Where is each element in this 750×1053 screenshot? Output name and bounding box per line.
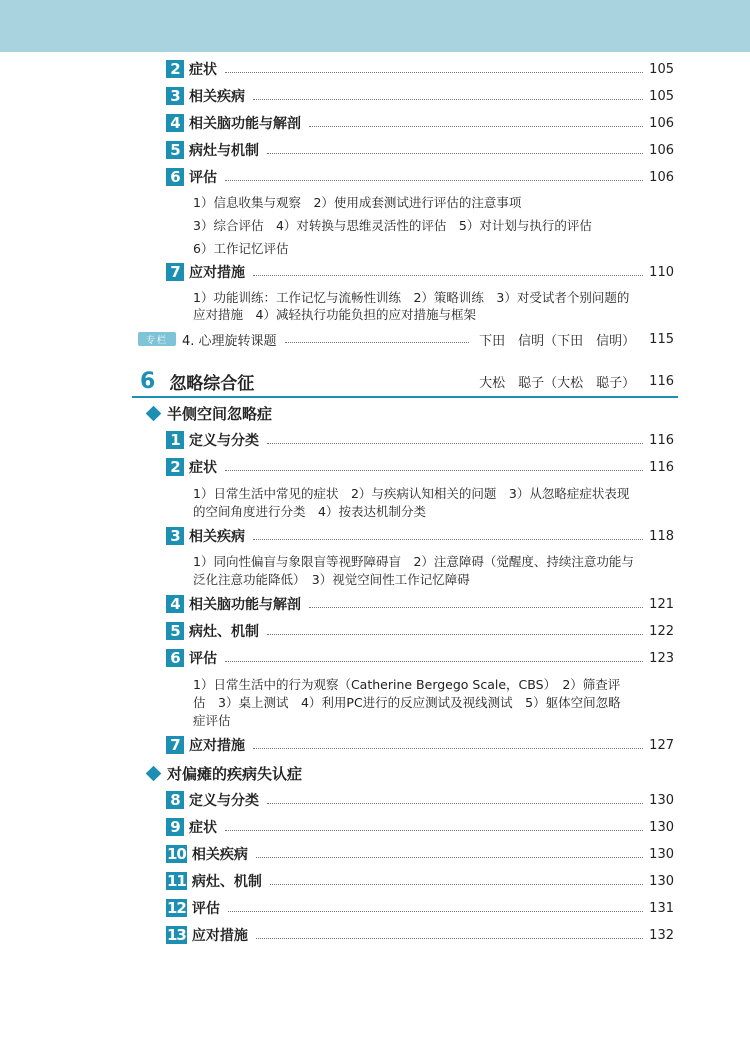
entry-number: 8 xyxy=(166,791,184,809)
chapter-author: 大松 聪子（大松 聪子） xyxy=(479,375,636,391)
entry-page: 116 xyxy=(649,459,674,475)
toc-entry[interactable] xyxy=(166,58,674,80)
entry-page: 130 xyxy=(649,819,674,835)
diamond-icon xyxy=(146,765,162,781)
entry-title: 相关疾病 xyxy=(189,89,245,105)
entry-number: 4 xyxy=(166,114,184,132)
column-badge: 专栏 xyxy=(138,332,176,346)
entry-subtopic: 应对措施 4）减轻执行功能负担的应对措施与框架 xyxy=(193,307,476,322)
entry-number: 3 xyxy=(166,527,184,545)
top-banner xyxy=(0,0,750,52)
entry-subtopic: 6）工作记忆评估 xyxy=(193,241,289,256)
leader-dots xyxy=(285,342,470,343)
entry-subtopic: 泛化注意功能降低） 3）视觉空间性工作记忆障碍 xyxy=(193,572,470,587)
entry-page: 130 xyxy=(649,846,674,862)
leader-dots xyxy=(267,443,643,444)
entry-page: 131 xyxy=(649,900,674,916)
entry-subtopic: 1）信息收集与观察 2）使用成套测试进行评估的注意事项 xyxy=(193,195,522,210)
entry-number: 4 xyxy=(166,595,184,613)
entry-title: 评估 xyxy=(191,901,220,917)
toc-entry[interactable] xyxy=(166,620,674,642)
entry-number: 6 xyxy=(166,168,184,186)
entry-title: 定义与分类 xyxy=(189,793,259,809)
leader-dots xyxy=(225,180,643,181)
entry-page: 106 xyxy=(649,115,674,131)
entry-title: 相关脑功能与解剖 xyxy=(189,597,301,613)
entry-number: 1 xyxy=(166,431,184,449)
column-author: 下田 信明（下田 信明） xyxy=(479,333,636,349)
toc-entry[interactable] xyxy=(166,85,674,107)
leader-dots xyxy=(267,803,643,804)
chapter-divider xyxy=(132,396,678,398)
entry-page: 130 xyxy=(649,873,674,889)
section-title: 对偏瘫的疾病失认症 xyxy=(167,764,303,783)
entry-page: 105 xyxy=(649,88,674,104)
entry-number: 13 xyxy=(167,926,186,944)
leader-dots xyxy=(225,72,643,73)
entry-number: 10 xyxy=(167,845,186,863)
entry-title: 病灶、机制 xyxy=(189,624,259,640)
entry-page: 116 xyxy=(649,432,674,448)
leader-dots xyxy=(253,539,643,540)
entry-title: 评估 xyxy=(189,651,217,667)
column-entry[interactable] xyxy=(138,328,674,350)
entry-page: 121 xyxy=(649,596,674,612)
entry-page: 105 xyxy=(649,61,674,77)
entry-page: 122 xyxy=(649,623,674,639)
toc-entry[interactable] xyxy=(166,456,674,478)
entry-number: 7 xyxy=(166,736,184,754)
leader-dots xyxy=(253,275,643,276)
entry-page: 106 xyxy=(649,142,674,158)
entry-number: 5 xyxy=(166,141,184,159)
entry-subtopic: 3）综合评估 4）对转换与思维灵活性的评估 5）对计划与执行的评估 xyxy=(193,218,592,233)
leader-dots xyxy=(225,661,643,662)
leader-dots xyxy=(309,607,643,608)
entry-number: 6 xyxy=(166,649,184,667)
entry-subtopic: 症评估 xyxy=(193,713,231,728)
leader-dots xyxy=(256,857,643,858)
chapter-heading[interactable] xyxy=(140,368,674,394)
diamond-icon xyxy=(146,405,162,421)
toc-entry[interactable] xyxy=(166,261,674,283)
entry-subtopic: 1）功能训练：工作记忆与流畅性训练 2）策略训练 3）对受试者个别问题的 xyxy=(193,290,630,305)
entry-number: 11 xyxy=(167,872,186,890)
section-title: 半侧空间忽略症 xyxy=(167,404,273,423)
entry-page: 132 xyxy=(649,927,674,943)
toc-entry[interactable] xyxy=(166,525,674,547)
entry-page: 123 xyxy=(649,650,674,666)
column-page: 115 xyxy=(649,331,674,347)
entry-subtopic: 1）日常生活中常见的症状 2）与疾病认知相关的问题 3）从忽略症症状表现 xyxy=(193,486,630,501)
entry-title: 应对措施 xyxy=(191,928,248,944)
entry-page: 106 xyxy=(649,169,674,185)
leader-dots xyxy=(267,153,643,154)
toc-entry[interactable] xyxy=(166,139,674,161)
leader-dots xyxy=(228,911,643,912)
entry-subtopic: 1）同向性偏盲与象限盲等视野障碍盲 2）注意障碍（觉醒度、持续注意功能与 xyxy=(193,554,634,569)
entry-number: 3 xyxy=(166,87,184,105)
leader-dots xyxy=(267,634,643,635)
entry-page: 110 xyxy=(649,264,674,280)
entry-title: 评估 xyxy=(189,170,217,186)
entry-subtopic: 估 3）桌上测试 4）利用PC进行的反应测试及视线测试 5）躯体空间忽略 xyxy=(193,695,621,710)
leader-dots xyxy=(270,884,643,885)
toc-entry[interactable] xyxy=(166,112,674,134)
entry-title: 应对措施 xyxy=(189,265,245,281)
entry-subtopic: 的空间角度进行分类 4）按表达机制分类 xyxy=(193,504,426,519)
leader-dots xyxy=(256,938,643,939)
entry-title: 症状 xyxy=(189,820,217,836)
entry-page: 130 xyxy=(649,792,674,808)
toc-entry[interactable] xyxy=(166,789,674,811)
entry-title: 应对措施 xyxy=(189,738,245,754)
leader-dots xyxy=(253,748,643,749)
entry-number: 5 xyxy=(166,622,184,640)
toc-entry[interactable] xyxy=(166,734,674,756)
entry-title: 症状 xyxy=(189,62,217,78)
entry-page: 118 xyxy=(649,528,674,544)
entry-title: 病灶、机制 xyxy=(191,874,262,890)
section-heading[interactable] xyxy=(148,402,272,424)
leader-dots xyxy=(253,99,643,100)
entry-subtopic: 1）日常生活中的行为观察（Catherine Bergego Scale，CBS） 2）筛查评 xyxy=(193,677,621,692)
chapter-page: 116 xyxy=(649,373,674,389)
toc-entry[interactable] xyxy=(166,647,674,669)
entry-title: 病灶与机制 xyxy=(189,143,259,159)
entry-title: 相关脑功能与解剖 xyxy=(189,116,301,132)
entry-title: 定义与分类 xyxy=(189,433,259,449)
leader-dots xyxy=(225,830,643,831)
entry-number: 7 xyxy=(166,263,184,281)
entry-number: 2 xyxy=(166,60,184,78)
toc-entry[interactable] xyxy=(166,166,674,188)
chapter-title: 忽略综合征 xyxy=(169,373,255,394)
toc-entry[interactable] xyxy=(166,870,674,892)
column-title: 4. 心理旋转课题 xyxy=(182,333,277,349)
chapter-number: 6 xyxy=(140,368,156,394)
entry-title: 相关疾病 xyxy=(189,529,245,545)
entry-title: 症状 xyxy=(189,460,217,476)
entry-page: 127 xyxy=(649,737,674,753)
leader-dots xyxy=(309,126,643,127)
toc-entry[interactable] xyxy=(166,897,674,919)
section-heading[interactable] xyxy=(148,762,302,784)
toc-entry[interactable] xyxy=(166,593,674,615)
entry-number: 9 xyxy=(166,818,184,836)
leader-dots xyxy=(225,470,643,471)
entry-number: 2 xyxy=(166,458,184,476)
entry-number: 12 xyxy=(167,899,186,917)
entry-title: 相关疾病 xyxy=(191,847,248,863)
toc-entry[interactable] xyxy=(166,924,674,946)
toc-entry[interactable] xyxy=(166,843,674,865)
toc-entry[interactable] xyxy=(166,816,674,838)
toc-entry[interactable] xyxy=(166,429,674,451)
